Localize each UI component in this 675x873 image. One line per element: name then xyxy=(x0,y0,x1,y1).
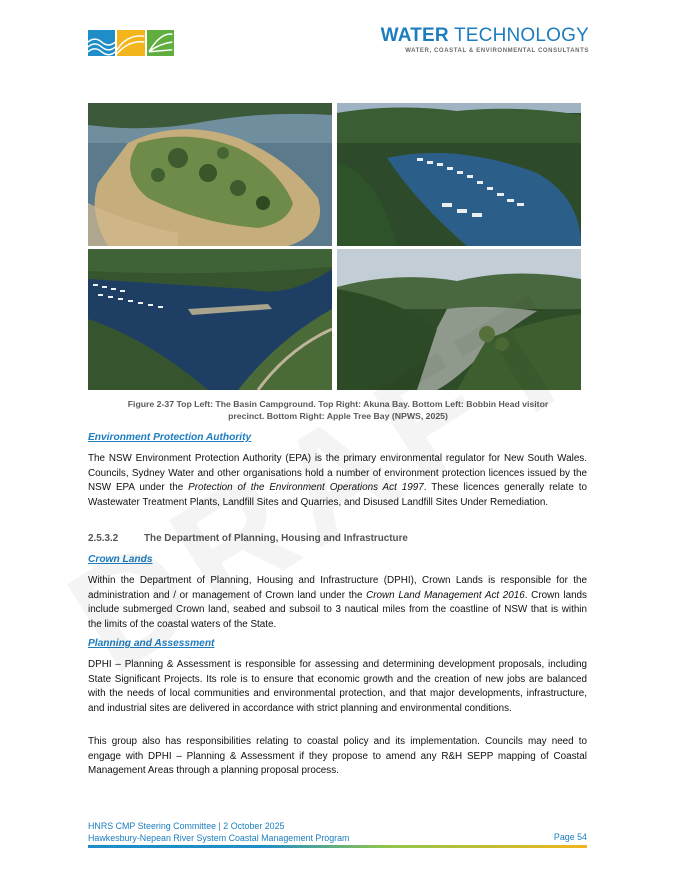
page-number: Page 54 xyxy=(553,832,587,842)
water-wave-logo-tile xyxy=(88,30,115,56)
photo-apple-tree-bay xyxy=(337,249,581,390)
footer-color-rule xyxy=(88,845,587,848)
epa-text-1: The NSW Environment Protection Authority (EPA) is the primary environmental regulator for New South Wales. Councils, Sydney Water and other organisations hold a number of environment protection licences issued by the NSW EPA under the xyxy=(88,453,587,494)
crown-act-title: Crown Land Management Act 2016 xyxy=(366,589,525,601)
footer-left xyxy=(88,821,349,844)
photo-bobbin-head xyxy=(88,249,332,390)
brand-name-bold: WATER xyxy=(380,25,449,46)
crown-text-1: Within the Department of Planning, Housing and Infrastructure (DPHI), Crown Lands is responsible for the administration and / or management of Crown land under the xyxy=(88,575,587,601)
epa-heading: Environment Protection Authority xyxy=(88,432,252,443)
crown-text-2: . Crown lands include submerged Crown land, seabed and subsoil to 3 nautical miles from the coastline of NSW that is within the limits of the coastal waters of the State. xyxy=(88,589,587,631)
section-number: 2.5.3.2 xyxy=(88,533,119,544)
footer-line-1: HNRS CMP Steering Committee | 2 October 2025 xyxy=(88,821,285,831)
brand-tagline: WATER, COASTAL & ENVIRONMENTAL CONSULTANTS xyxy=(405,48,589,54)
figure-caption xyxy=(100,399,576,422)
company-logo-squares xyxy=(88,30,174,56)
environment-leaf-logo-tile xyxy=(147,30,174,56)
photo-akuna-bay xyxy=(337,103,581,246)
brand-wordmark xyxy=(381,26,589,54)
footer-line-2: Hawkesbury-Nepean River System Coastal Management Program xyxy=(88,832,350,843)
figure-caption-line-2: precinct. Bottom Right: Apple Tree Bay (NPWS, 2025) xyxy=(228,410,448,421)
crown-lands-paragraph xyxy=(88,574,587,633)
planning-assessment-heading: Planning and Assessment xyxy=(88,638,215,649)
coastal-policy-paragraph: This group also has responsibilities relating to coastal policy and its implementation. Councils may need to engage with DPHI – Planning & Assessment if they propose to amend any R&H SEPP mapping of Coastal Management Areas through a planning proposal process. xyxy=(88,736,587,777)
epa-text-2: . These licences generally relate to Wastewater Treatment Plants, Landfill Sites and Quarries, and Disused Landfill Sites Under Remediation. xyxy=(88,482,587,509)
figure-caption-line-1: Figure 2-37 Top Left: The Basin Campground. Top Right: Akuna Bay. Bottom Left: Bobbin Head visitor xyxy=(127,399,549,409)
planning-assessment-paragraph: DPHI – Planning & Assessment is responsible for assessing and determining development proposals, including State Significant Projects. Its role is to ensure that economic growth and the creation of new jobs are balanced with the needs of local communities and environmental protection, and that major developments, infrastructure, and industrial sites are delivered in accordance with strict planning and environmental conditions. xyxy=(88,659,587,715)
section-title: The Department of Planning, Housing and Infrastructure xyxy=(144,533,408,544)
epa-act-title: Protection of the Environment Operations Act 1997 xyxy=(188,482,424,494)
epa-paragraph xyxy=(88,452,587,511)
photo-basin-campground xyxy=(88,103,332,246)
crown-lands-heading: Crown Lands xyxy=(88,554,153,565)
section-heading-dphi xyxy=(88,533,408,544)
brand-name-light: TECHNOLOGY xyxy=(453,25,589,46)
coastal-wave-logo-tile xyxy=(117,30,144,56)
